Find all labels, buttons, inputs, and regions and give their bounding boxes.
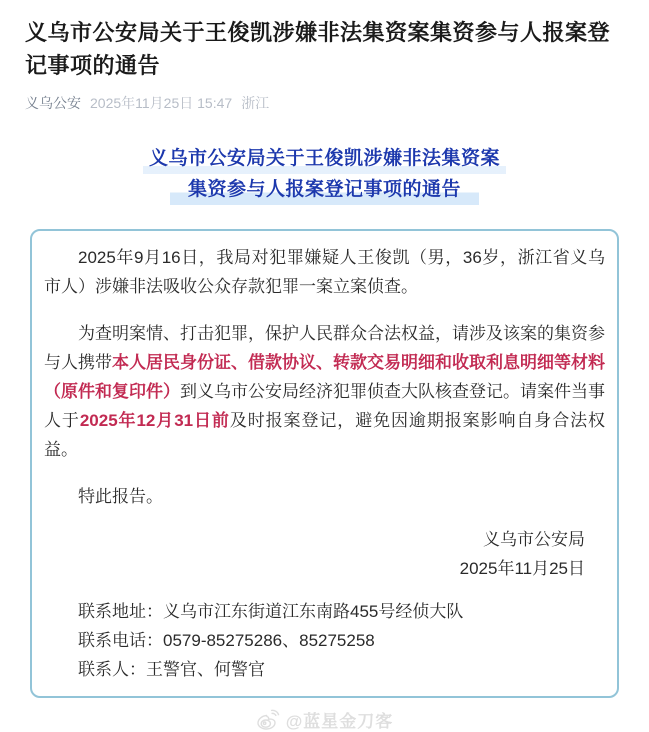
notice-closing: 特此报告。 — [78, 487, 163, 506]
paragraph2-required-materials: 本人居民身份证、借款协议、转款交易明细和收取利息明细等材料（原件和复印件） — [44, 353, 605, 401]
notice-heading-line2: 集资参与人报案登记事项的通告 — [170, 174, 479, 205]
contact-address: 联系地址：义乌市江东街道江东南路455号经侦大队 — [78, 602, 464, 621]
watermark — [0, 707, 649, 732]
paragraph2-text-3: 及时报案登记，避免因逾期报案影响自身合法权益。 — [44, 411, 606, 459]
signature-date: 2025年11月25日 — [459, 559, 585, 578]
publish-datetime: 2025年11月25日 15:47 — [90, 95, 233, 111]
signature-organization: 义乌市公安局 — [483, 530, 585, 549]
byline — [25, 93, 624, 113]
signature-block — [44, 525, 605, 583]
notice-paragraph-2 — [44, 319, 605, 464]
publish-location: 浙江 — [241, 95, 270, 111]
post-title: 义乌市公安局关于王俊凯涉嫌非法集资案集资参与人报案登记事项的通告 — [25, 20, 611, 78]
notice-heading-line1: 义乌市公安局关于王俊凯涉嫌非法集资案 — [143, 143, 506, 174]
notice-body-box — [30, 229, 619, 698]
paragraph2-text-2: 到义乌市公安局经济犯罪侦查大队核查登记。请案件当事人于 — [44, 382, 605, 430]
watermark-handle: @蓝星金刀客 — [285, 712, 394, 731]
contact-person: 联系人：王警官、何警官 — [78, 660, 265, 679]
account-name[interactable]: 义乌公安 — [25, 95, 81, 111]
notice-heading — [0, 143, 649, 205]
paragraph2-deadline: 2025年12月31日前 — [79, 411, 230, 430]
weibo-icon — [256, 709, 280, 731]
contact-phone: 联系电话：0579-85275286、85275258 — [78, 631, 375, 650]
contact-block — [44, 597, 605, 684]
article-page — [0, 16, 649, 731]
notice-paragraph-1: 2025年9月16日，我局对犯罪嫌疑人王俊凯（男，36岁，浙江省义乌市人）涉嫌非法吸收公众存款犯罪一案立案侦查。 — [44, 248, 605, 296]
paragraph2-text-1: 为查明案情、打击犯罪，保护人民群众合法权益，请涉及该案的集资参与人携带 — [44, 324, 605, 372]
